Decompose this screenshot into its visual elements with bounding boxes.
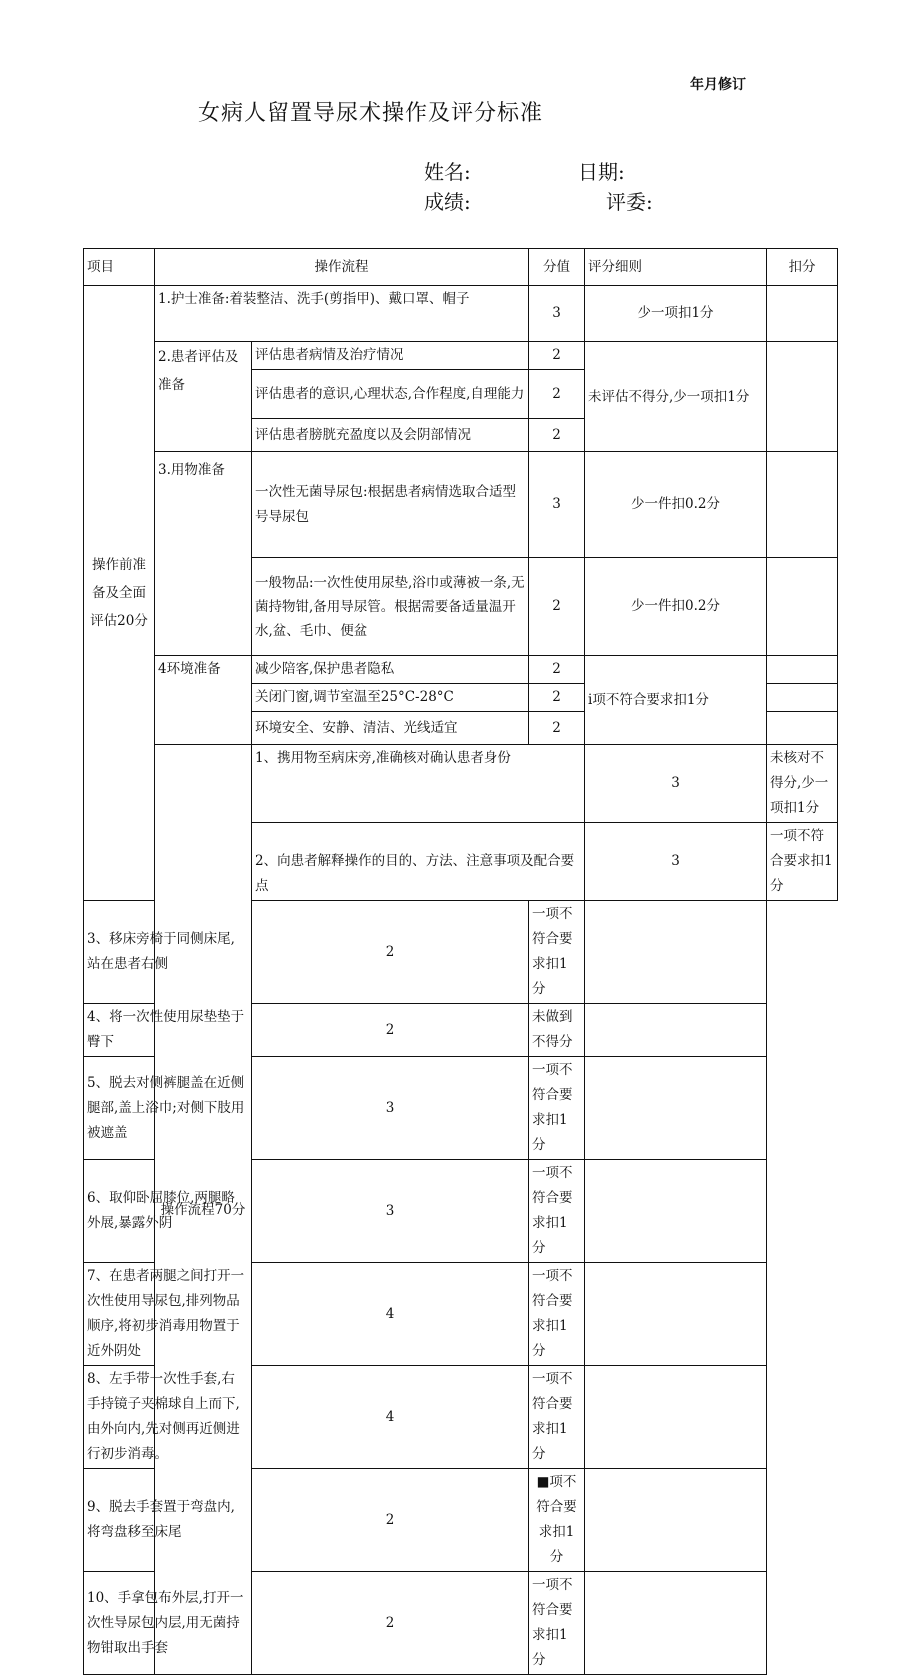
table-row <box>84 1263 838 1366</box>
table-row <box>84 745 838 823</box>
step-text: 关闭门窗,调节室温至25°C-28°C <box>252 684 529 712</box>
criteria-text: 一项不符合要求扣1分 <box>529 1263 585 1366</box>
step-text: 环境安全、安静、清洁、光线适宜 <box>252 712 529 745</box>
criteria-text: 一项不符合要求扣1分 <box>529 1572 585 1675</box>
table-row <box>84 342 838 370</box>
criteria-text: 一项不符合要求扣1分 <box>529 1057 585 1160</box>
score-value: 3 <box>585 745 767 823</box>
deduction-cell <box>767 684 838 712</box>
section-prep-label: 操作前准备及全面评估20分 <box>84 286 155 901</box>
deduction-cell <box>767 342 838 452</box>
score-value: 3 <box>252 1057 529 1160</box>
group-supplies: 3.用物准备 <box>155 452 252 656</box>
revision-note: 年月修订 <box>690 77 746 93</box>
deduction-cell <box>585 1160 767 1263</box>
score-value: 2 <box>529 419 585 452</box>
judge-label: 评委: <box>606 190 653 214</box>
score-value: 3 <box>529 452 585 558</box>
table-row <box>84 1057 838 1160</box>
criteria-text: 一项不符合要求扣1分 <box>529 901 585 1004</box>
group-patient-assessment: 2.患者评估及准备 <box>155 342 252 452</box>
deduction-cell <box>585 1572 767 1675</box>
table-row <box>84 656 838 684</box>
col-header-score: 分值 <box>529 249 585 286</box>
criteria-text: 未评估不得分,少一项扣1分 <box>585 342 767 452</box>
step-text: 评估患者的意识,心理状态,合作程度,自理能力 <box>252 370 529 419</box>
step-text: 6、取仰卧屈膝位,两腿略外展,暴露外阴 <box>84 1160 252 1263</box>
col-header-item: 项目 <box>84 249 155 286</box>
step-text: 3、移床旁椅于同侧床尾,站在患者右侧 <box>84 901 252 1004</box>
score-value: 2 <box>529 712 585 745</box>
criteria-text: ■项不符合要求扣1分 <box>529 1469 585 1572</box>
score-value: 3 <box>529 286 585 342</box>
criteria-text: 少一项扣1分 <box>585 286 767 342</box>
score-value: 4 <box>252 1366 529 1469</box>
step-text: 2、向患者解释操作的目的、方法、注意事项及配合要点 <box>252 823 585 901</box>
table-row <box>84 286 838 342</box>
deduction-cell <box>585 1263 767 1366</box>
step-text: 8、左手带一次性手套,右手持镜子夹棉球自上而下,由外向内,先对侧再近侧进行初步消毒。 <box>84 1366 252 1469</box>
deduction-cell <box>767 558 838 656</box>
score-label: 成绩: <box>424 190 471 214</box>
score-value: 3 <box>252 1160 529 1263</box>
score-value: 2 <box>529 342 585 370</box>
deduction-cell <box>585 901 767 1004</box>
score-value: 2 <box>252 1004 529 1057</box>
deduction-cell <box>585 1366 767 1469</box>
score-value: 2 <box>529 684 585 712</box>
step-text: 评估患者膀胱充盈度以及会阴部情况 <box>252 419 529 452</box>
page-title: 女病人留置导尿术操作及评分标准 <box>198 101 544 126</box>
step-text: 9、脱去手套置于弯盘内,将弯盘移至床尾 <box>84 1469 252 1572</box>
date-label: 日期: <box>578 160 625 184</box>
table-row <box>84 1572 838 1675</box>
deduction-cell <box>767 712 838 745</box>
criteria-text: i项不符合要求扣1分 <box>585 656 767 745</box>
col-header-procedure: 操作流程 <box>155 249 529 286</box>
table-row <box>84 1366 838 1469</box>
scoring-table <box>83 248 838 1675</box>
col-header-criteria: 评分细则 <box>585 249 767 286</box>
step-text: 1.护士准备:着装整洁、洗手(剪指甲)、戴口罩、帽子 <box>155 286 529 342</box>
step-text: 一次性无菌导尿包:根据患者病情选取合适型号导尿包 <box>252 452 529 558</box>
step-text: 减少陪客,保护患者隐私 <box>252 656 529 684</box>
step-text: 一般物品:一次性使用尿垫,浴巾或薄被一条,无菌持物钳,备用导尿管。根据需要备适量温开水,盆、毛巾、便盆 <box>252 558 529 656</box>
criteria-text: 一项不符合要求扣1分 <box>529 1366 585 1469</box>
section-procedure-label: 操作流程70分 <box>155 745 252 1675</box>
step-text: 1、携用物至病床旁,准确核对确认患者身份 <box>252 745 585 823</box>
table-row <box>84 1469 838 1572</box>
score-value: 2 <box>529 656 585 684</box>
criteria-text: 一项不符合要求扣1分 <box>767 823 838 901</box>
table-header-row <box>84 249 838 286</box>
criteria-text: 一项不符合要求扣1分 <box>529 1160 585 1263</box>
criteria-text: 少一件扣0.2分 <box>585 452 767 558</box>
deduction-cell <box>585 1469 767 1572</box>
table-row <box>84 452 838 558</box>
step-text: 4、将一次性使用尿垫垫于臀下 <box>84 1004 252 1057</box>
col-header-deduction: 扣分 <box>767 249 838 286</box>
deduction-cell <box>585 1057 767 1160</box>
group-environment: 4环境准备 <box>155 656 252 745</box>
score-value: 2 <box>252 1572 529 1675</box>
score-value: 4 <box>252 1263 529 1366</box>
step-text: 10、手拿包布外层,打开一次性导尿包内层,用无菌持物钳取出手套 <box>84 1572 252 1675</box>
score-value: 2 <box>529 558 585 656</box>
table-row <box>84 1004 838 1057</box>
deduction-cell <box>585 1004 767 1057</box>
deduction-cell <box>767 286 838 342</box>
name-label: 姓名: <box>424 160 471 184</box>
score-value: 2 <box>252 901 529 1004</box>
criteria-text: 未做到不得分 <box>529 1004 585 1057</box>
criteria-text: 未核对不得分,少一项扣1分 <box>767 745 838 823</box>
score-value: 3 <box>585 823 767 901</box>
deduction-cell <box>767 656 838 684</box>
step-text: 7、在患者两腿之间打开一次性使用导尿包,排列物品顺序,将初步消毒用物置于近外阴处 <box>84 1263 252 1366</box>
deduction-cell <box>767 452 838 558</box>
criteria-text: 少一件扣0.2分 <box>585 558 767 656</box>
table-row <box>84 901 838 1004</box>
step-text: 评估患者病情及治疗情况 <box>252 342 529 370</box>
step-text: 5、脱去对侧裤腿盖在近侧腿部,盖上浴巾;对侧下肢用被遮盖 <box>84 1057 252 1160</box>
score-value: 2 <box>529 370 585 419</box>
score-value: 2 <box>252 1469 529 1572</box>
